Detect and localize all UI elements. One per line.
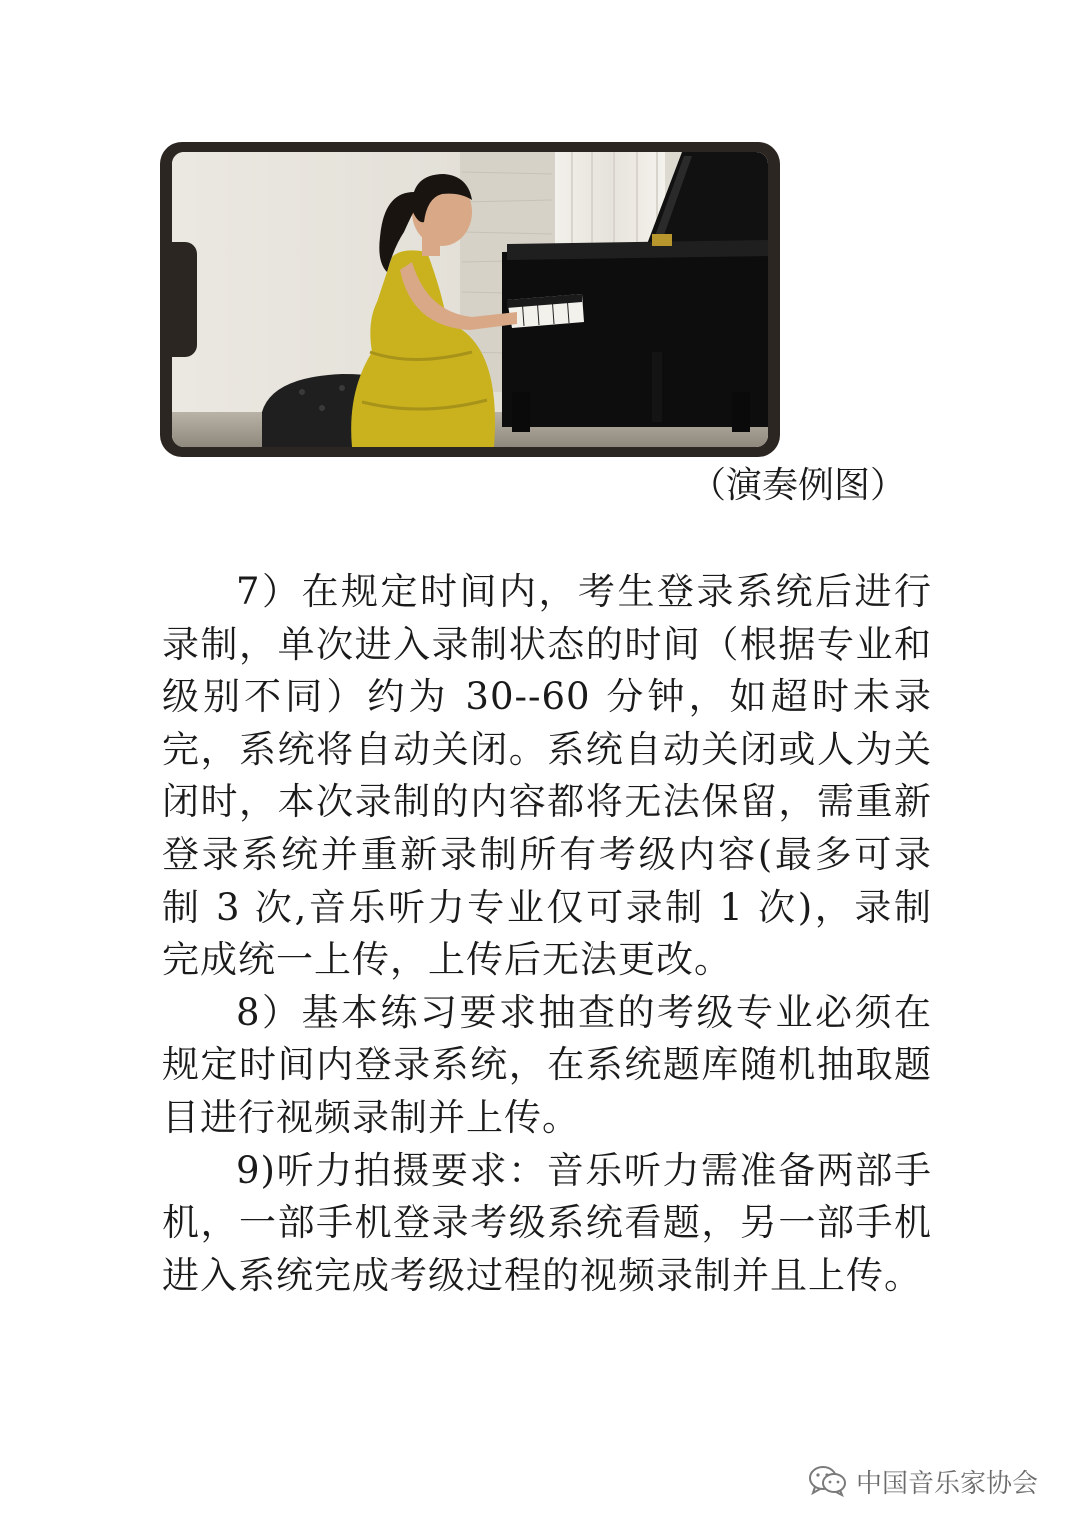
- phone-notch: [160, 242, 197, 357]
- source-name: 中国音乐家协会: [856, 1468, 1039, 1499]
- photo-illustration: [172, 152, 768, 447]
- instructions-body: [162, 566, 932, 1302]
- source-watermark: [808, 1461, 1038, 1501]
- wechat-icon: [808, 1464, 848, 1498]
- photo-frame: [160, 142, 780, 457]
- figure-caption: （演奏例图）: [690, 465, 907, 506]
- piano-performance-photo: [172, 152, 768, 447]
- instruction-item-9: 9)听力拍摄要求：音乐听力需准备两部手机，一部手机登录考级系统看题，另一部手机进入系统完成考级过程的视频录制并且上传。: [162, 1148, 932, 1297]
- instruction-item-7: 7）在规定时间内，考生登录系统后进行录制，单次进入录制状态的时间（根据专业和级别不同）约为 30--60 分钟，如超时未录完，系统将自动关闭。系统自动关闭或人为关闭时，本次录制的内容都将无法保留，需重新登录系统并重新录制所有考级内容(最多可录制 3 次,音乐听力专业仅可录制 1 次)，录制完成统一上传，上传后无法更改。: [162, 570, 932, 982]
- instruction-item-8: 8）基本练习要求抽查的考级专业必须在规定时间内登录系统，在系统题库随机抽取题目进行视频录制并上传。: [162, 990, 932, 1139]
